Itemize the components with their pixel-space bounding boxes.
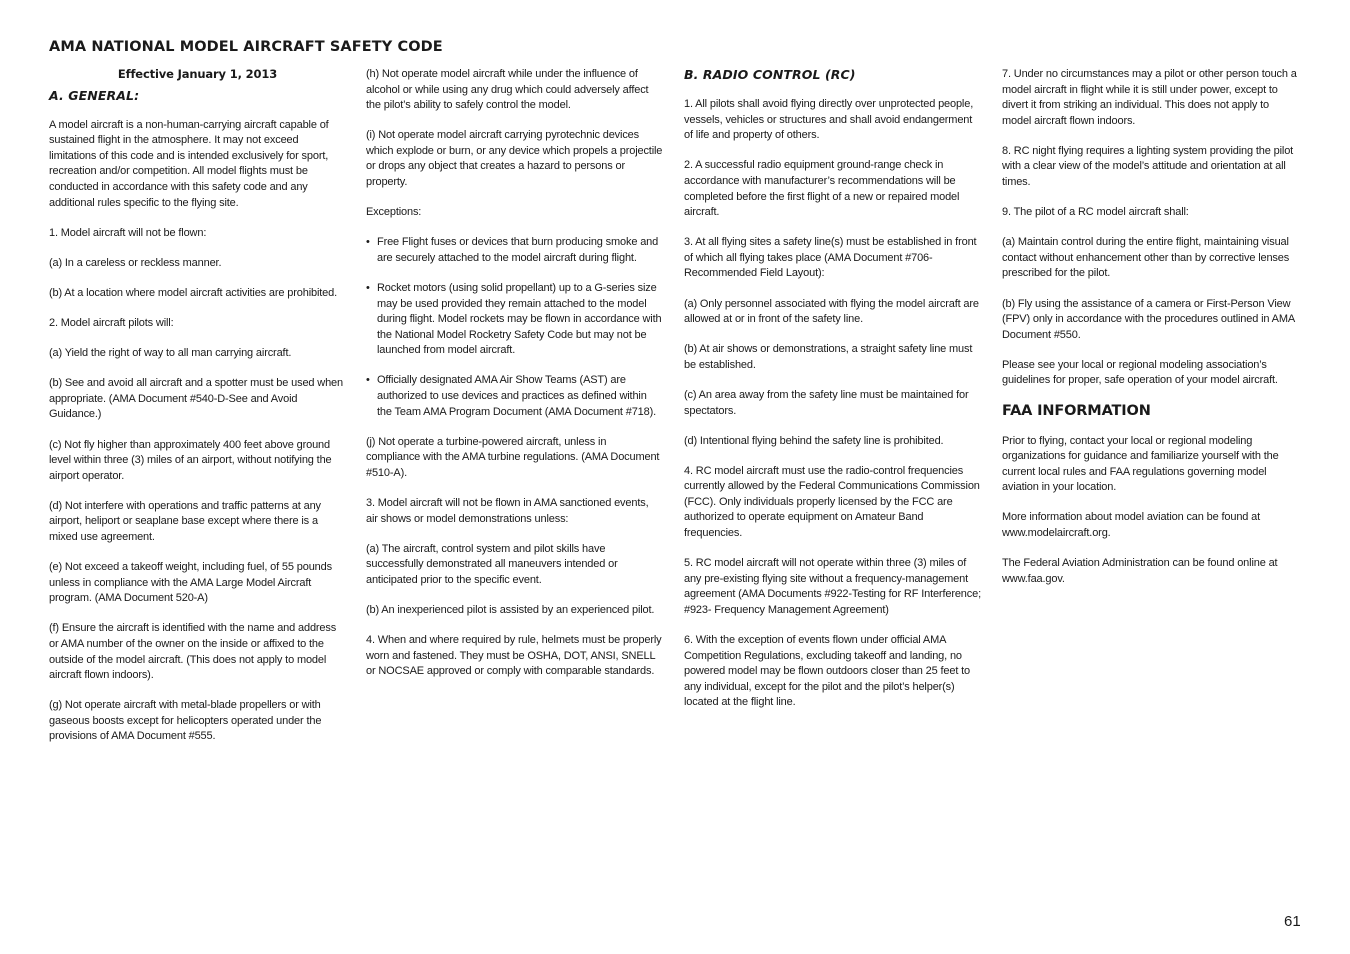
rc-rule-3d: (d) Intentional flying behind the safety line is prohibited. bbox=[684, 434, 944, 447]
section-heading-radio-control: B. RADIO CONTROL (RC) bbox=[684, 67, 856, 82]
rule-1b: (b) At a location where model aircraft activities are prohibited. bbox=[49, 286, 338, 299]
exception-item bbox=[366, 281, 663, 359]
rule-2j: (j) Not operate a turbine-powered aircraft, unless in compliance with the AMA turbine regulations. (AMA Document #510-A). bbox=[366, 435, 660, 479]
rc-rule-3b: (b) At air shows or demonstrations, a straight safety line must be established. bbox=[684, 343, 973, 371]
rule-2g: (g) Not operate aircraft with metal-blade propellers or with gaseous boosts except for helicopters operated under the provisions of AMA Document #555. bbox=[49, 699, 322, 743]
rule-2b: (b) See and avoid all aircraft and a spotter must be used when appropriate. (AMA Document #540-D-See and Avoid Guidance.) bbox=[49, 377, 343, 421]
rule-3: 3. Model aircraft will not be flown in AMA sanctioned events, air shows or model demonstrations unless: bbox=[366, 496, 649, 525]
rule-2a: (a) Yield the right of way to all man carrying aircraft. bbox=[49, 347, 292, 360]
rc-rule-2: 2. A successful radio equipment ground-range check in accordance with manufacturer’s recommendations will be completed before the first flight of a new or repaired model aircraft. bbox=[684, 159, 960, 219]
rule-2e: (e) Not exceed a takeoff weight, including fuel, of 55 pounds unless in compliance with the AMA Large Model Aircraft program. (AMA Document 520-A) bbox=[49, 561, 332, 605]
general-intro: A model aircraft is a non-human-carrying aircraft capable of sustained flight in the atmosphere. It may not exceed limitations of this code and is intended exclusively for sport, recreation and/or competition. All model flights must be conducted in accordance with this safety code and any additional rules specific to the flying site. bbox=[49, 118, 329, 209]
page-number: 61 bbox=[1284, 913, 1301, 930]
exception-item bbox=[366, 373, 663, 420]
bullet-icon: • bbox=[366, 281, 370, 294]
exception-item bbox=[366, 235, 663, 266]
exception-text: Free Flight fuses or devices that burn producing smoke and are securely attached to the model aircraft during flight. bbox=[377, 236, 659, 264]
rc-rule-5: 5. RC model aircraft will not operate within three (3) miles of any pre-existing flying site without a frequency-management agreement (AMA Documents #922-Testing for RF Interference; #923- Frequency Management Agreement) bbox=[684, 557, 981, 616]
faa-paragraph-3: The Federal Aviation Administration can be found online at www.faa.gov. bbox=[1002, 557, 1278, 585]
effective-date: Effective January 1, 2013 bbox=[117, 67, 278, 81]
document-title: AMA NATIONAL MODEL AIRCRAFT SAFETY CODE bbox=[49, 39, 443, 55]
rule-3b: (b) An inexperienced pilot is assisted by an experienced pilot. bbox=[366, 603, 655, 616]
faa-paragraph-2: More information about model aviation can be found at www.modelaircraft.org. bbox=[1002, 511, 1261, 540]
bullet-icon: • bbox=[366, 374, 370, 387]
rule-3a: (a) The aircraft, control system and pilot skills have successfully demonstrated all maneuvers intended or anticipated prior to the specific event. bbox=[366, 542, 618, 586]
rc-closing-note: Please see your local or regional modeling association’s guidelines for proper, safe operation of your model aircraft. bbox=[1002, 358, 1278, 387]
rule-2f: (f) Ensure the aircraft is identified with the name and address or AMA number of the owner on the inside or affixed to the outside of the model aircraft. (This does not apply to model aircraft flown indoors). bbox=[49, 622, 337, 682]
rc-rule-9b: (b) Fly using the assistance of a camera or First-Person View (FPV) only in accordance with the procedures outlined in AMA Document #550. bbox=[1002, 297, 1295, 341]
exceptions-list bbox=[366, 235, 663, 420]
rule-2c: (c) Not fly higher than approximately 400 feet above ground level within three (3) miles of an airport, without notifying the airport operator. bbox=[49, 438, 332, 482]
exception-text: Officially designated AMA Air Show Teams (AST) are authorized to use devices and practices as defined within the Team AMA Program Document (AMA Document #718). bbox=[377, 374, 657, 418]
exceptions-label: Exceptions: bbox=[366, 206, 422, 219]
column-3 bbox=[684, 67, 981, 726]
rc-rule-7: 7. Under no circumstances may a pilot or other person touch a model aircraft in flight while it is still under power, except to divert it from striking an individual. This does not apply to model aircraft flown indoors. bbox=[1002, 68, 1297, 127]
column-2 bbox=[366, 67, 663, 694]
exception-text: Rocket motors (using solid propellant) up to a G-series size may be used provided they remain attached to the model during flight. Model rockets may be flown in accordance with the National Model Rocketry Safety Code but may not be launched from model aircraft. bbox=[377, 281, 662, 357]
rule-4: 4. When and where required by rule, helmets must be properly worn and fastened. They must be OSHA, DOT, ANSI, SNELL or NOCSAE approved or comply with comparable standards. bbox=[366, 634, 662, 678]
rc-rule-3c: (c) An area away from the safety line must be maintained for spectators. bbox=[684, 388, 969, 417]
rule-2h: (h) Not operate model aircraft while under the influence of alcohol or while using any drug which could adversely affect the pilot’s ability to safely control the model. bbox=[366, 68, 649, 112]
rc-rule-4: 4. RC model aircraft must use the radio-control frequencies currently allowed by the Federal Communications Commission (FCC). Only individuals properly licensed by the FCC are authorized to operate equipment on Amateur Band frequencies. bbox=[684, 464, 980, 540]
rc-rule-9a: (a) Maintain control during the entire flight, maintaining visual contact without enhancement other than by corrective lenses prescribed for the pilot. bbox=[1002, 236, 1290, 280]
rc-rule-3: 3. At all flying sites a safety line(s) must be established in front of which all flying takes place (AMA Document #706-Recommended Field Layout): bbox=[684, 236, 977, 280]
rule-2: 2. Model aircraft pilots will: bbox=[49, 317, 174, 330]
rule-2i: (i) Not operate model aircraft carrying pyrotechnic devices which explode or burn, or any device which propels a projectile or drops any object that creates a hazard to persons or property. bbox=[366, 129, 663, 189]
rc-rule-8: 8. RC night flying requires a lighting system providing the pilot with a clear view of the model’s attitude and orientation at all times. bbox=[1002, 144, 1294, 189]
rc-rule-9: 9. The pilot of a RC model aircraft shall: bbox=[1002, 206, 1189, 219]
section-heading-faa: FAA INFORMATION bbox=[1002, 402, 1151, 419]
rc-rule-6: 6. With the exception of events flown under official AMA Competition Regulations, excluding takeoff and landing, no powered model may be flown outdoors closer than 25 feet to any individual, except for the pilot and the pilot’s helper(s) located at the flight line. bbox=[684, 634, 971, 709]
section-heading-general: A. GENERAL: bbox=[49, 87, 140, 103]
rule-2d: (d) Not interfere with operations and traffic patterns at any airport, heliport or seaplane base except where there is a mixed use agreement. bbox=[49, 499, 321, 543]
rule-1a: (a) In a careless or reckless manner. bbox=[49, 256, 222, 269]
column-4 bbox=[1002, 67, 1299, 602]
rc-rule-1: 1. All pilots shall avoid flying directly over unprotected people, vessels, vehicles or structures and shall avoid endangerment of life and property of others. bbox=[684, 98, 974, 142]
faa-paragraph-1: Prior to flying, contact your local or regional modeling organizations for guidance and familiarize yourself with the current local rules and FAA regulations governing model aviation in your location. bbox=[1002, 434, 1279, 494]
rc-rule-3a: (a) Only personnel associated with flying the model aircraft are allowed at or in front of the safety line. bbox=[684, 297, 979, 326]
column-1 bbox=[49, 67, 346, 760]
rule-1: 1. Model aircraft will not be flown: bbox=[49, 226, 207, 239]
bullet-icon: • bbox=[366, 236, 370, 249]
